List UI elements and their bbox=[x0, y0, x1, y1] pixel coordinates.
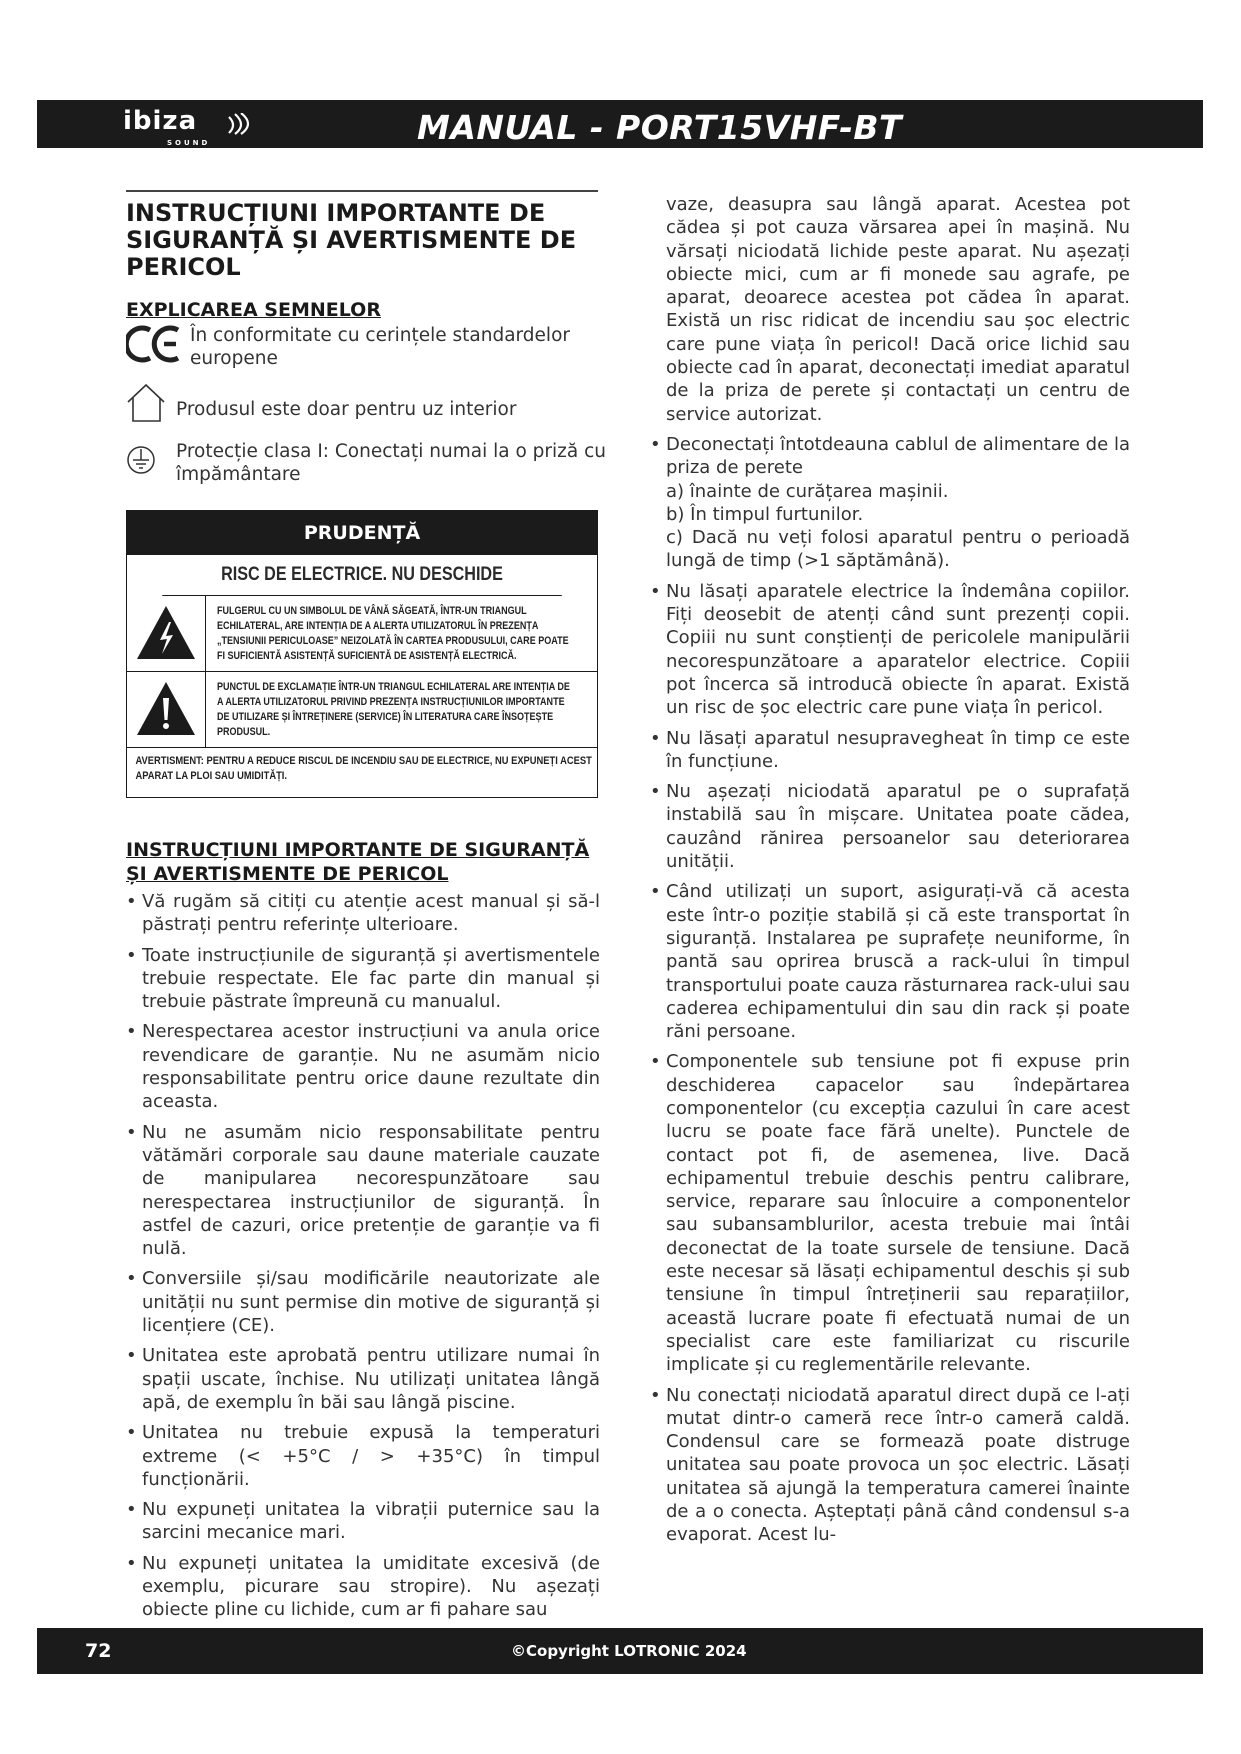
page-footer bbox=[37, 1628, 1203, 1674]
lightning-warning-icon bbox=[135, 604, 197, 662]
list-item: • Unitatea nu trebuie expusă la temperaturi extreme (< +5°C / > +35°C) în timpul funcționării. bbox=[126, 1421, 600, 1491]
logo-text: ibiza bbox=[123, 106, 198, 136]
sign-indoor-text: Produsul este doar pentru uz interior bbox=[176, 399, 517, 420]
sound-waves-icon bbox=[227, 113, 253, 135]
caution-lightning-text: FULGERUL CU UN SIMBOLUL DE VÂNĂ SĂGEATĂ, ÎNTR-UN TRIANGUL ECHILATERAL, ARE INTENȚIA DE A ALERTA UTILIZATORUL ÎN PREZENȚA „TENSIUNII PERICULOASE” NEIZOLATĂ ÎN CARTEA PRODUSULUI, CARE POATE FI SUFICIENTĂ ASISTENȚĂ SUFICIENTĂ DE ASISTENȚĂ ELECTRICĂ. bbox=[217, 605, 569, 662]
section-rule bbox=[126, 190, 598, 192]
page-header bbox=[37, 100, 1203, 148]
instructions-heading: INSTRUCȚIUNI IMPORTANTE DE SIGURANȚĂ ȘI AVERTISMENTE DE PERICOL bbox=[126, 839, 590, 885]
page-number: 72 bbox=[85, 1640, 112, 1662]
sign-indoor bbox=[126, 382, 600, 440]
sign-ground-text: Protecție clasa I: Conectați numai la o priză cu împământare bbox=[176, 441, 606, 485]
list-item: • Deconectați întotdeauna cablul de alimentare de la priza de perete a) înainte de curățarea mașinii. b) În timpul furtunilor. c) Dacă nu veți folosi aparatul pentru o perioadă lungă de timp (>1 săptămână). bbox=[650, 433, 1130, 573]
ground-icon bbox=[126, 440, 156, 480]
logo-subtext: SOUND bbox=[167, 139, 211, 147]
list-item: • Nu expuneți unitatea la vibrații puternice sau la sarcini mecanice mari. bbox=[126, 1498, 600, 1545]
sign-ce-text: În conformitate cu cerințele standardelor europene bbox=[190, 325, 570, 369]
caution-footer-text: AVERTISMENT: PENTRU A REDUCE RISCUL DE INCENDIU SAU DE ELECTRICE, NU EXPUNEȚI ACEST APARAT LA PLOI SAU UMIDITĂȚI. bbox=[135, 755, 592, 782]
caution-icon-cell bbox=[127, 596, 206, 671]
list-item: • Nu conectați niciodată aparatul direct după ce l-ați mutat dintr-o cameră rece într-o cameră caldă. Condensul care se formează poate distruge unitatea sau poate provoca un șoc electric. Lăsați unitatea să ajungă la temperatura camerei înainte de a o conecta. Așteptați până când condensul s-a evaporat. Acest lu- bbox=[650, 1384, 1130, 1547]
caution-exclamation-text: PUNCTUL DE EXCLAMAȚIE ÎNTR-UN TRIANGUL ECHILATERAL ARE INTENȚIA DE A ALERTA UTILIZATORUL PRIVIND PREZENȚA INSTRUCȚIUNILOR IMPORTANTE DE UTILIZARE ȘI ÎNTREȚINERE (SERVICE) ÎN LITERATURA CARE ÎNSOȚEȘTE PRODUSUL. bbox=[217, 681, 570, 738]
list-item: • Nu expuneți unitatea la umiditate excesivă (de exemplu, picurare sau stropire). Nu așezați obiecte pline cu lichide, cum ar fi pahare sau bbox=[126, 1552, 600, 1622]
caution-row-lightning bbox=[127, 596, 597, 672]
list-item: • Toate instrucțiunile de siguranță și avertismentele trebuie respectate. Ele fac parte din manual și trebuie păstrate împreună cu manualul. bbox=[126, 944, 600, 1014]
caution-header: PRUDENȚĂ bbox=[127, 511, 597, 555]
list-item: • Unitatea este aprobată pentru utilizare numai în spații uscate, închise. Nu utilizați unitatea lângă apă, de exemplu în băi sau lângă piscine. bbox=[126, 1344, 600, 1414]
list-item: • Conversiile și/sau modificările neautorizate ale unității nu sunt permise din motive de siguranță și licențiere (CE). bbox=[126, 1267, 600, 1337]
copyright-text: ©Copyright LOTRONIC 2024 bbox=[511, 1642, 747, 1660]
list-item: • Nerespectarea acestor instrucțiuni va anula orice revendicare de garanție. Nu ne asumăm nicio responsabilitate pentru orice daune rezultate din aceasta. bbox=[126, 1020, 600, 1113]
list-item: • Vă rugăm să citiți cu atenție acest manual și să-l păstrați pentru referințe ulterioare. bbox=[126, 890, 600, 937]
safety-title: INSTRUCȚIUNI IMPORTANTE DE SIGURANȚĂ ȘI AVERTISMENTE DE PERICOL bbox=[126, 199, 577, 281]
right-column bbox=[650, 193, 1130, 1554]
manual-title: MANUAL - PORT15VHF-BT bbox=[417, 108, 903, 147]
left-bullet-list bbox=[126, 890, 600, 1622]
right-bullet-list bbox=[650, 433, 1130, 1547]
list-item: • Nu ne asumăm nicio responsabilitate pentru vătămări corporale sau daune materiale cauzate de manipularea necorespunzătoare sau nerespectarea instrucțiunilor de siguranță. În astfel de cazuri, orice pretenție de garanție va fi nulă. bbox=[126, 1121, 600, 1261]
sign-ground bbox=[126, 440, 606, 500]
brand-logo bbox=[123, 106, 211, 147]
ce-mark-icon bbox=[126, 324, 184, 364]
caution-row-exclamation bbox=[127, 672, 597, 748]
caution-icon-cell bbox=[127, 672, 206, 747]
list-item: • Nu așezați niciodată aparatul pe o suprafață instabilă sau în mișcare. Unitatea poate cădea, cauzând rănirea persoanelor sau deteriorarea unității. bbox=[650, 780, 1130, 873]
list-item: • Nu lăsați aparatul nesupravegheat în timp ce este în funcțiune. bbox=[650, 727, 1130, 774]
caution-box bbox=[126, 510, 598, 798]
list-item: • Componentele sub tensiune pot fi expuse prin deschiderea capacelor sau îndepărtarea componentelor (cu excepția cazului în care acest lucru se poate face fără unelte). Punctele de contact pot fi, de asemenea, live. Dacă echipamentul trebuie deschis pentru calibrare, service, reparare sau înlocuire a componentelor sau subansamblurilor, acesta trebuie mai întâi deconectat de la toate sursele de tensiune. Dacă este necesar să lăsați echipamentul deschis și sub tensiune în timpul întreținerii sau reparațiilor, această lucrare poate fi efectuată numai de un specialist care este familiarizat cu riscurile implicate și cu reglementările relevante. bbox=[650, 1050, 1130, 1376]
sign-ce bbox=[126, 324, 600, 382]
left-column-instructions bbox=[126, 838, 600, 1629]
caution-subheader: RISC DE ELECTRICE. NU DESCHIDE bbox=[162, 555, 562, 596]
left-column-top bbox=[126, 190, 606, 500]
house-icon bbox=[126, 382, 166, 424]
continued-paragraph: vaze, deasupra sau lângă aparat. Acestea pot cădea și pot cauza vărsarea apei în mașină. Nu vărsați niciodată lichide peste aparat. Nu așezați obiecte mici, cum ar fi monede sau agrafe, pe aparat, deoarece acestea pot cădea în aparat. Există un risc ridicat de incendiu sau șoc electric care pune viața în pericol! Dacă orice lichid sau obiecte cad în aparat, deconectați imediat aparatul de la priza de perete și contactați un centru de service autorizat. bbox=[666, 194, 1130, 425]
list-item: • Când utilizați un suport, asigurați-vă că acesta este într-o poziție stabilă și că este transportat în siguranță. Instalarea pe suprafețe neuniforme, în pantă sau oprirea bruscă a rack-ului în timpul transportului poate cauza răsturnarea rack-ului sau caderea echipamentului din sau din rack și poate răni persoane. bbox=[650, 880, 1130, 1043]
signs-heading: EXPLICAREA SEMNELOR bbox=[126, 299, 381, 321]
list-item: • Nu lăsați aparatele electrice la îndemâna copiilor. Fiți deosebit de atenți când sunt prezenți copii. Copiii nu sunt conștienți de pericolele manipulării necorespunzătoare a aparatelor electrice. Copiii pot încerca să introducă obiecte în aparat. Există un risc de șoc electric care pune viața în pericol. bbox=[650, 580, 1130, 720]
exclamation-warning-icon bbox=[135, 680, 197, 738]
